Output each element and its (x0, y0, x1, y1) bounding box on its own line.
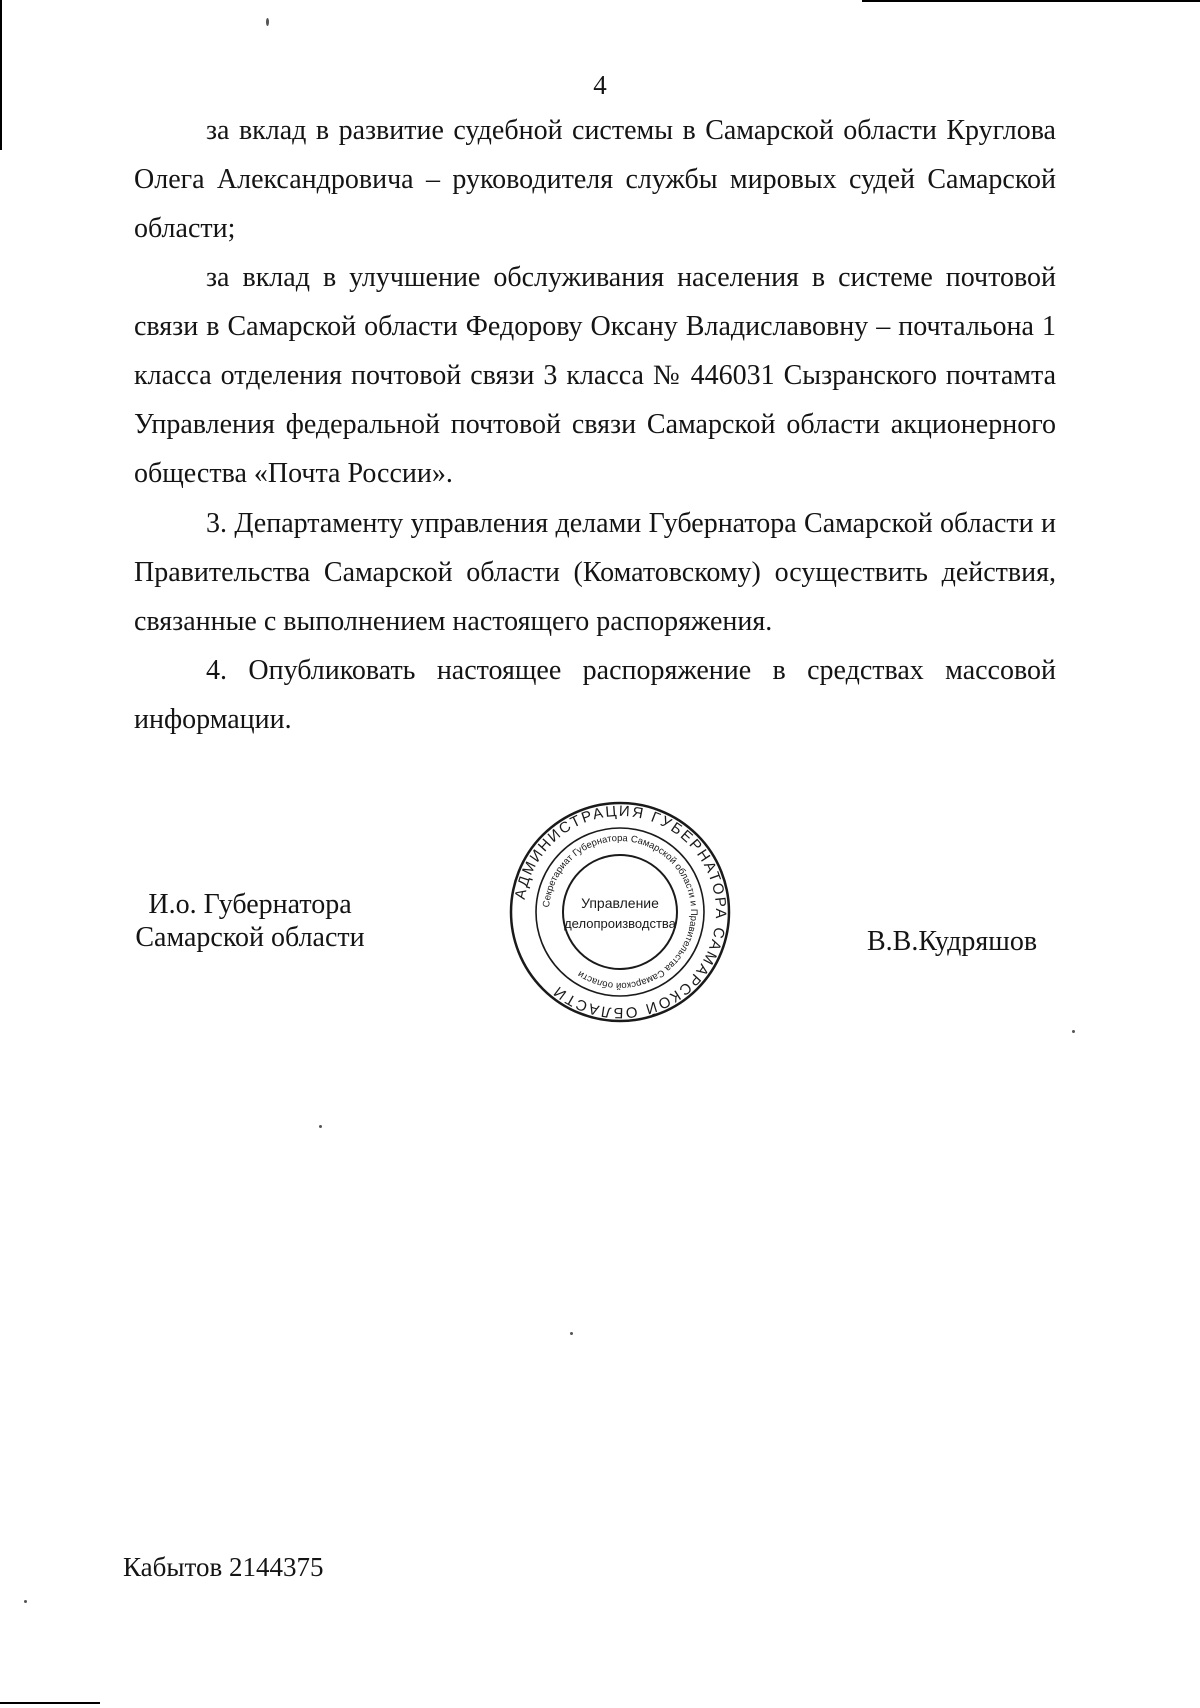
scan-speck (24, 1600, 27, 1603)
scan-speck (266, 18, 269, 26)
scan-speck (319, 1125, 322, 1128)
signatory-name: В.В.Кудряшов (867, 926, 1038, 957)
paragraph-item-4: 4. Опубликовать настоящее распоряжение в средствах массовой информации. (134, 655, 1056, 735)
seal-outer-text-path: АДМИНИСТРАЦИЯ ГУБЕРНАТОРА САМАРСКОЙ ОБЛАСТИ (511, 802, 730, 1022)
scan-edge-bottom-left (0, 1702, 100, 1704)
signatory-title-line1: И.о. Губернатора (148, 889, 352, 920)
seal-center-line1: Управление (581, 895, 659, 911)
seal-inner-text (541, 833, 699, 991)
page-number: 4 (593, 70, 607, 100)
paragraph-award-2: за вклад в улучшение обслуживания населения в системе почтовой связи в Самарской области Федорову Оксану Владиславовну – почтальона 1 класса отделения почтовой связи 3 класса № 446031 Сызранского почтамта Управления федеральной почтовой связи Самарской области акционерного общества «Почта России». (134, 262, 1056, 489)
signatory-title-line2: Самарской области (135, 922, 365, 953)
executor-contact: Кабытов 2144375 (123, 1552, 324, 1582)
scan-speck (1072, 1030, 1075, 1033)
seal-inner-text-path: Секретариат Губернатора Самарской области и Правительства Самарской области (541, 832, 700, 992)
paragraph-item-3: 3. Департаменту управления делами Губернатора Самарской области и Правительства Самарской области (Коматовскому) осуществить действия, связанные с выполнением настоящего распоряжения. (134, 508, 1056, 637)
official-seal (508, 800, 732, 1024)
signatory-title (120, 888, 380, 954)
scan-speck (570, 1332, 573, 1335)
seal-center-line2: делопроизводства (564, 916, 676, 931)
paragraph-award-1: за вклад в развитие судебной системы в Самарской области Круглова Олега Александровича – руководителя службы мировых судей Самарской области; (134, 115, 1056, 244)
scan-edge-top-right (862, 0, 1200, 2)
